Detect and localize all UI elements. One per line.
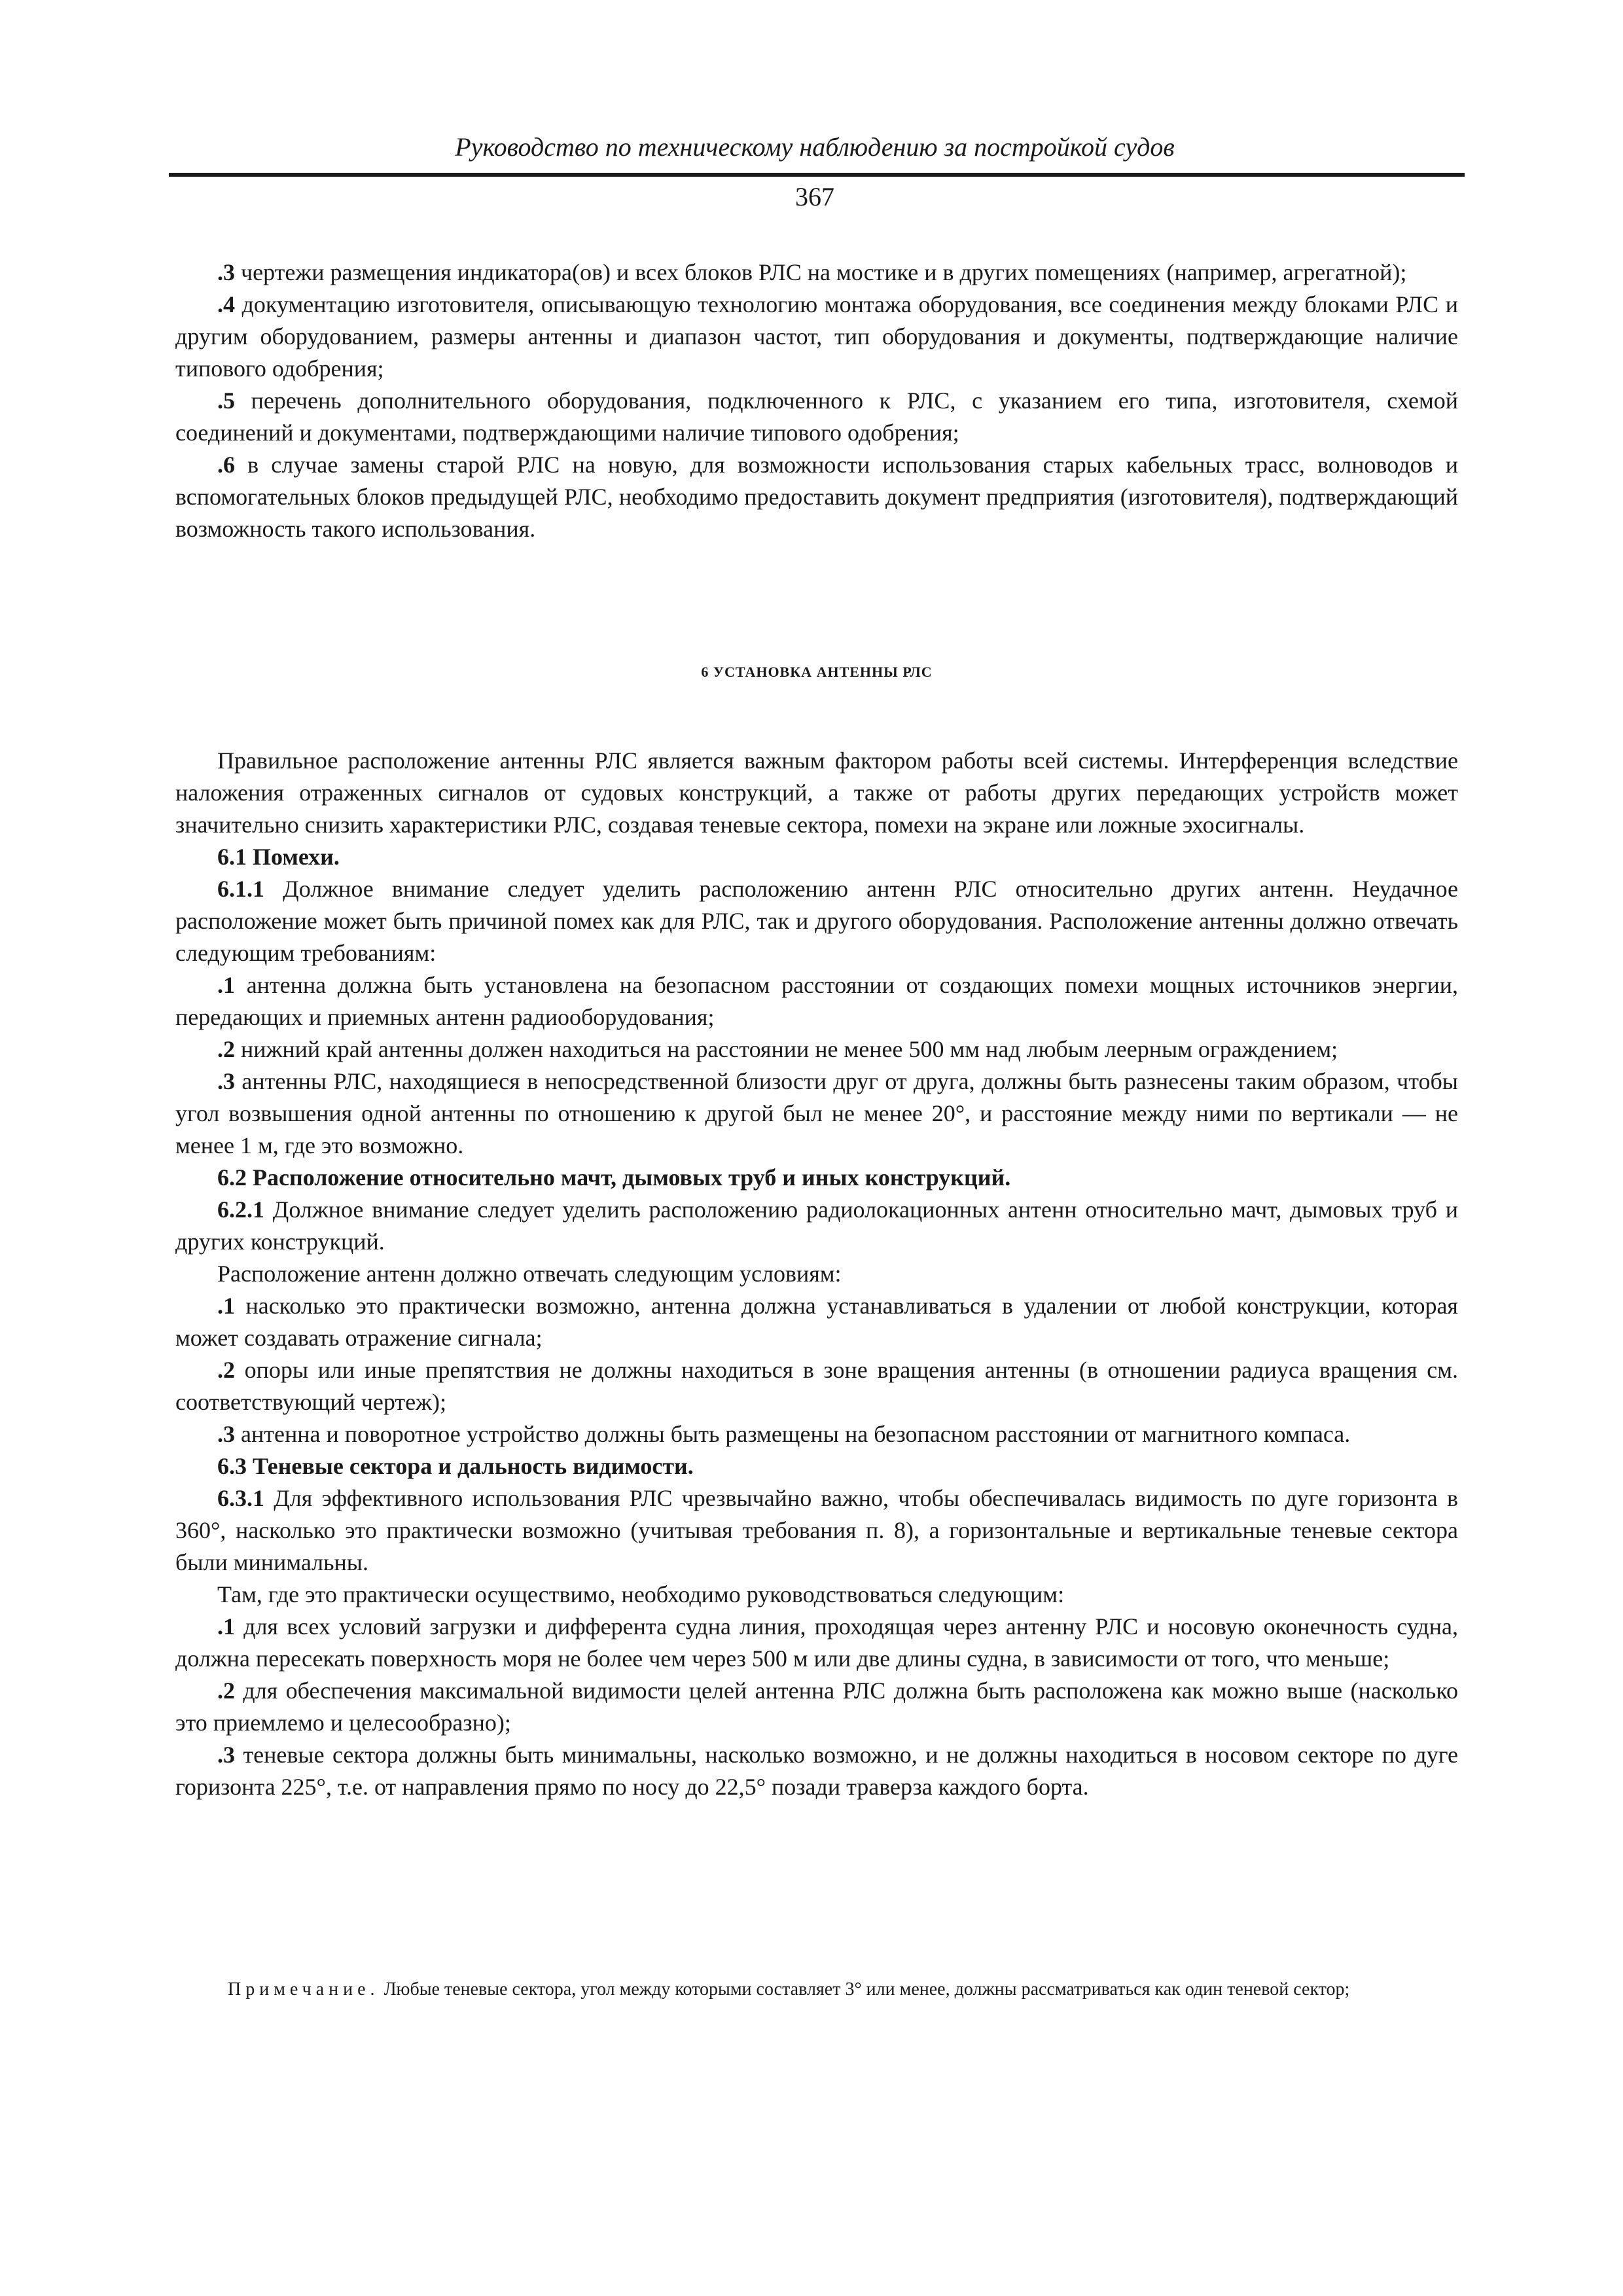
list-item [175, 289, 1458, 385]
list-item [175, 1290, 1458, 1354]
item-number: .1 [217, 1613, 235, 1640]
paragraph-text: Должное внимание следует уделить расположению радиолокационных антенн относительно мачт, дымовых труб и других конструкций. [175, 1196, 1458, 1255]
subsection-heading: 6.2 Расположение относительно мачт, дымовых труб и иных конструкций. [217, 1164, 1011, 1191]
list-item [175, 969, 1458, 1033]
paragraph-number: 6.2.1 [217, 1196, 264, 1223]
paragraph-number: 6.3.1 [217, 1485, 264, 1511]
item-text: в случае замены старой РЛС на новую, для возможности использования старых кабельных трасс, волноводов и вспомогательных блоков предыдущей РЛС, необходимо предоставить документ предприятия (изготовителя), подтверждающий возможность такого использования. [175, 452, 1458, 542]
item-text: насколько это практически возможно, антенна должна устанавливаться в удалении от любой конструкции, которая может создавать отражение сигнала; [175, 1293, 1458, 1351]
lead-paragraph: Там, где это практически осуществимо, необходимо руководствоваться следующим: [217, 1581, 1065, 1607]
item-number: .1 [217, 972, 235, 998]
item-number: .2 [217, 1357, 235, 1383]
lead-paragraph: Расположение антенн должно отвечать следующим условиям: [217, 1261, 842, 1287]
note-text: Любые теневые сектора, угол между которыми составляет 3° или менее, должны рассматриваться как один теневой сектор; [379, 1979, 1350, 2000]
subsection-heading: 6.1 Помехи. [217, 844, 340, 870]
item-number: .5 [217, 387, 235, 414]
list-item [175, 385, 1458, 449]
section-body [175, 745, 1458, 1803]
item-text: антенна и поворотное устройство должны быть размещены на безопасном расстоянии от магнитного компаса. [235, 1421, 1351, 1447]
note-label: Примечание. [228, 1979, 380, 2000]
item-number: .2 [217, 1677, 235, 1704]
page-number: 367 [795, 182, 834, 211]
item-number: .3 [217, 1421, 235, 1447]
list-item [175, 1418, 1458, 1450]
item-number: .4 [217, 291, 235, 317]
item-number: .2 [217, 1036, 235, 1062]
item-text: чертежи размещения индикатора(ов) и всех блоков РЛС на мостике и в других помещениях (например, агрегатной); [235, 259, 1407, 285]
footnote [175, 1978, 1458, 2001]
list-item [175, 449, 1458, 545]
document-list-block [175, 257, 1458, 545]
list-item [175, 1354, 1458, 1418]
list-item [175, 1611, 1458, 1675]
list-item [175, 1033, 1458, 1066]
item-text: антенна должна быть установлена на безопасном расстоянии от создающих помехи мощных источников энергии, передающих и приемных антенн радиооборудования; [175, 972, 1458, 1030]
item-number: .1 [217, 1293, 235, 1319]
section-title: 6 УСТАНОВКА АНТЕННЫ РЛС [701, 664, 933, 680]
intro-paragraph: Правильное расположение антенны РЛС является важным фактором работы всей системы. Интерференция вследствие наложения отраженных сигналов от судовых конструкций, а также от работы других передающих устройств может значительно снизить характеристики РЛС, создавая теневые сектора, помехи на экране или ложные эхосигналы. [175, 747, 1458, 838]
item-text: теневые сектора должны быть минимальны, насколько возможно, и не должны находиться в носовом секторе по дуге горизонта 225°, т.е. от направления прямо по носу до 22,5° позади траверза каждого борта. [175, 1742, 1458, 1800]
paragraph-text: Должное внимание следует уделить расположению антенн РЛС относительно других антенн. Неудачное расположение может быть причиной помех как для РЛС, так и другого оборудования. Расположение антенны должно отвечать следующим требованиям: [175, 876, 1458, 966]
item-text: для всех условий загрузки и дифферента судна линия, проходящая через антенну РЛС и носовую оконечность судна, должна пересекать поверхность моря не более чем через 500 м или две длины судна, в зависимости от того, что меньше; [175, 1613, 1458, 1672]
paragraph [175, 1482, 1458, 1579]
running-header: Руководство по техническому наблюдению за постройкой судов [455, 132, 1175, 162]
item-text: опоры или иные препятствия не должны находиться в зоне вращения антенны (в отношении радиуса вращения см. соответствующий чертеж); [175, 1357, 1458, 1415]
item-number: .6 [217, 452, 235, 478]
item-number: .3 [217, 259, 235, 285]
item-text: для обеспечения максимальной видимости целей антенна РЛС должна быть расположена как можно выше (насколько это приемлемо и целесообразно); [175, 1677, 1458, 1736]
item-number: .3 [217, 1068, 235, 1094]
item-text: нижний край антенны должен находиться на расстоянии не менее 500 мм над любым леерным ограждением; [235, 1036, 1338, 1062]
item-text: антенны РЛС, находящиеся в непосредственной близости друг от друга, должны быть разнесены таким образом, чтобы угол возвышения одной антенны по отношению к другой был не менее 20°, и расстояние между ними по вертикали — не менее 1 м, где это возможно. [175, 1068, 1458, 1158]
item-text: документацию изготовителя, описывающую технологию монтажа оборудования, все соединения между блоками РЛС и другим оборудованием, размеры антенны и диапазон частот, тип оборудования и документы, подтверждающие наличие типового одобрения; [175, 291, 1458, 382]
list-item [175, 1739, 1458, 1803]
paragraph-text: Для эффективного использования РЛС чрезвычайно важно, чтобы обеспечивалась видимость по дуге горизонта в 360°, насколько это практически возможно (учитывая требования п. 8), а горизонтальные и вертикальные теневые сектора были минимальны. [175, 1485, 1458, 1575]
item-number: .3 [217, 1742, 235, 1768]
subsection-heading: 6.3 Теневые сектора и дальность видимости. [217, 1453, 694, 1479]
list-item [175, 1066, 1458, 1162]
paragraph [175, 1194, 1458, 1258]
paragraph-number: 6.1.1 [217, 876, 264, 902]
header-rule [169, 173, 1465, 177]
item-text: перечень дополнительного оборудования, подключенного к РЛС, с указанием его типа, изготовителя, схемой соединений и документами, подтверждающими наличие типового одобрения; [175, 387, 1458, 446]
paragraph [175, 873, 1458, 969]
list-item [175, 1675, 1458, 1739]
list-item [175, 257, 1458, 289]
